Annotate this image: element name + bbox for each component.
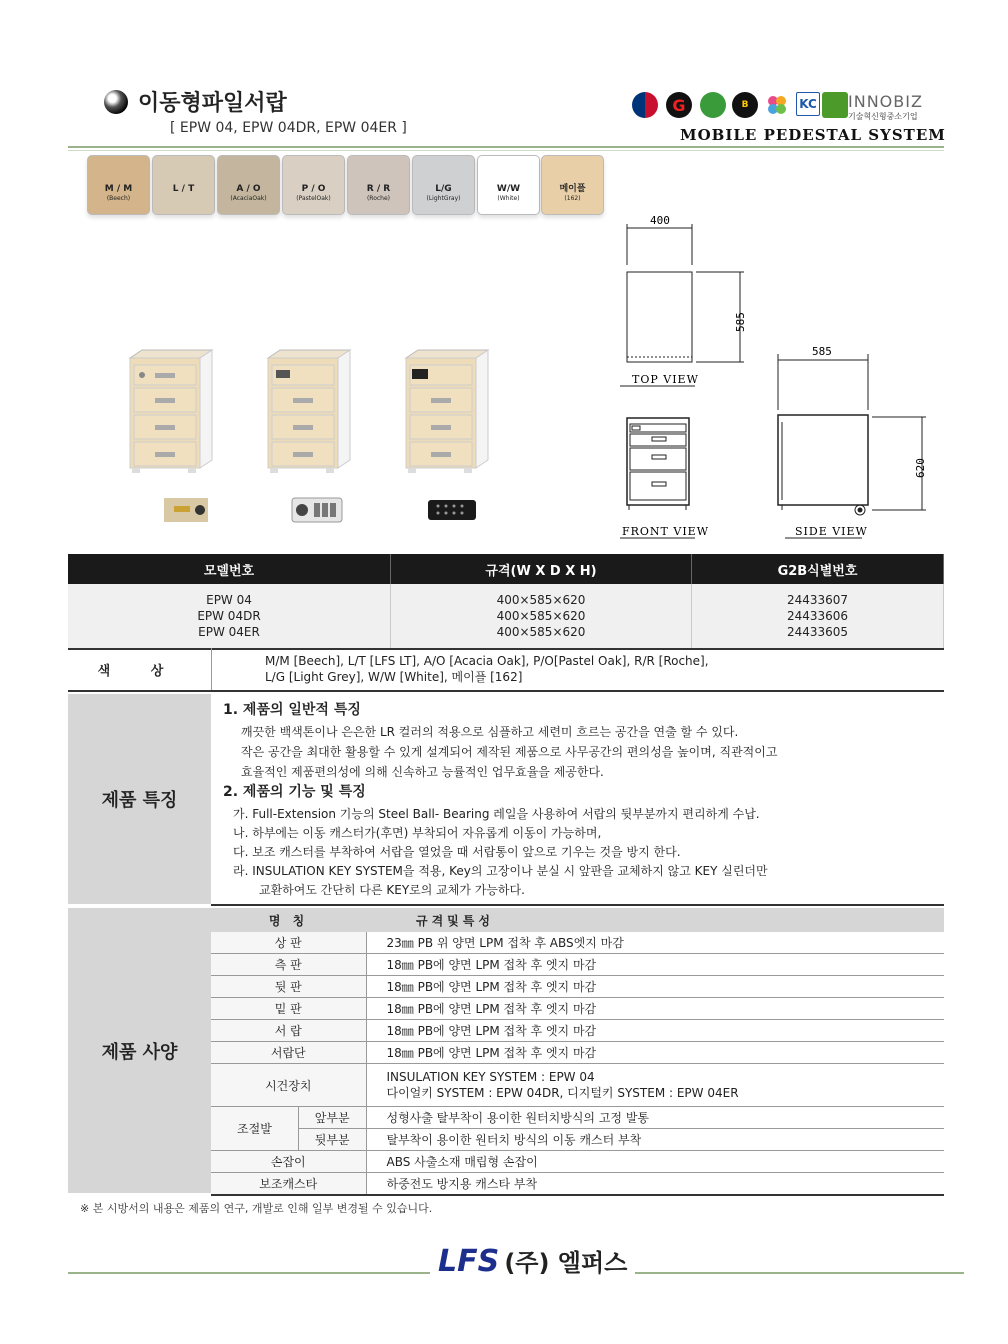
- spec-foot-name: 조절발: [211, 1107, 298, 1151]
- swatch-name: (Roche): [366, 194, 391, 202]
- spec-row-name: 밑 판: [211, 998, 366, 1020]
- lfs-logo-text: LFS: [438, 1244, 500, 1279]
- spec-aux-value: 하중전도 방지용 캐스타 부착: [366, 1173, 944, 1196]
- spec-aux-name: 보조캐스타: [211, 1173, 366, 1196]
- system-title: MOBILE PEDESTAL SYSTEM: [680, 126, 946, 144]
- dial-lock-icon: [292, 498, 342, 522]
- excellent-product-icon: [822, 92, 848, 118]
- swatch-code: A / O: [236, 184, 261, 194]
- spec-row-name: 측 판: [211, 954, 366, 976]
- swatch-name: (Beech): [106, 194, 131, 202]
- color-swatch: [477, 155, 540, 215]
- innobiz-subtitle: 기술혁신형중소기업: [848, 112, 918, 121]
- features-p2: 작은 공간을 최대한 활용할 수 있게 설계되어 제작된 제품으로 사무공간의 편의성을 높이며, 직관적이고: [241, 745, 778, 759]
- color-swatch: [87, 155, 150, 215]
- model-number-header: 모델번호: [68, 554, 391, 584]
- top-view-depth-label: 585: [734, 312, 747, 332]
- technical-drawings: [600, 210, 950, 540]
- pedestal-epw04er: [406, 350, 488, 473]
- g2b-header: G2B식별번호: [692, 554, 944, 584]
- spec-row-value: 18㎜ PB에 양면 LPM 접착 후 엣지 마감: [366, 976, 944, 998]
- model-list-subtitle: [ EPW 04, EPW 04DR, EPW 04ER ]: [170, 120, 407, 136]
- color-swatch: [347, 155, 410, 215]
- innobiz-logo: INNOBIZ: [848, 92, 923, 111]
- spec-name-header: 명 칭: [211, 908, 366, 932]
- side-view-depth-label: 585: [812, 345, 832, 358]
- features-item-da: 다. 보조 캐스터를 부착하여 서랍을 열었을 때 서랍통이 앞으로 기우는 것을 방지 한다.: [233, 845, 681, 859]
- spec-row-value: 23㎜ PB 위 양면 LPM 접착 후 ABS엣지 마감: [366, 932, 944, 954]
- swatch-name: (PastelOak): [296, 194, 331, 202]
- swatch-name: (AcaciaOak): [230, 194, 267, 202]
- title-bullet-icon: [104, 90, 128, 114]
- top-view-drawing: [627, 224, 744, 362]
- disabled-company-icon: [764, 92, 790, 118]
- side-view-height-label: 620: [914, 458, 927, 478]
- swatch-code: P / O: [301, 184, 326, 194]
- disclaimer-note: ※ 본 시방서의 내용은 제품의 연구, 개발로 인해 일부 변경될 수 있습니다.: [80, 1202, 433, 1215]
- side-view-drawing: [778, 354, 926, 515]
- swatch-name: (162): [564, 194, 581, 202]
- color-swatch: [152, 155, 215, 215]
- color-options-line2: L/G [Light Grey], W/W [White], 메이플 [162]: [265, 670, 523, 684]
- spec-row-name: 상 판: [211, 932, 366, 954]
- spec-lock-line2: 다이얼키 SYSTEM : EPW 04DR, 디지털키 SYSTEM : EPW 04ER: [386, 1086, 739, 1100]
- g2b-cell: 24433607 24433606 24433605: [692, 584, 944, 649]
- spec-foot-rear-name: 뒷부분: [298, 1129, 366, 1151]
- spec-row-name: 서랍단: [211, 1042, 366, 1064]
- color-options-text: [265, 653, 709, 685]
- page-title: 이동형파일서랍: [138, 91, 287, 116]
- spec-row-name: 서 랍: [211, 1020, 366, 1042]
- digital-lock-icon: [428, 500, 476, 520]
- header-divider-thin: [68, 150, 944, 151]
- features-section: [211, 694, 944, 906]
- swatch-code: R / R: [366, 184, 391, 194]
- color-label: 색 상: [68, 648, 212, 690]
- spec-row-value: 18㎜ PB에 양면 LPM 접착 후 엣지 마감: [366, 954, 944, 976]
- side-view-label: SIDE VIEW: [795, 525, 868, 538]
- korea-mark-icon: [632, 92, 658, 118]
- sizes-cell: 400×585×620 400×585×620 400×585×620: [391, 584, 692, 649]
- features-item-na: 나. 하부에는 이동 캐스터가(후면) 부착되어 자유롭게 이동이 가능하며,: [233, 826, 602, 840]
- color-swatch: [412, 155, 475, 215]
- color-swatch: [217, 155, 280, 215]
- header-divider: [68, 146, 944, 148]
- top-view-width-label: 400: [650, 214, 670, 227]
- spec-label: 제품 사양: [68, 908, 211, 1193]
- color-options-line1: M/M [Beech], L/T [LFS LT], A/O [Acacia Oak], P/O[Pastel Oak], R/R [Roche],: [265, 654, 709, 668]
- spec-row-value: 18㎜ PB에 양면 LPM 접착 후 엣지 마감: [366, 1042, 944, 1064]
- spec-lock-value: [366, 1064, 944, 1107]
- spec-foot-rear-value: 탈부착이 용이한 원터치 방식의 이동 캐스터 부착: [366, 1129, 944, 1151]
- features-heading-2: 2. 제품의 기능 및 특징: [223, 784, 366, 800]
- swatch-code: 메이플: [559, 184, 586, 194]
- model-table: [68, 554, 944, 650]
- swatch-code: M / M: [104, 184, 133, 194]
- model-numbers-cell: EPW 04 EPW 04DR EPW 04ER: [68, 584, 391, 649]
- spec-handle-name: 손잡이: [211, 1151, 366, 1173]
- eco-label-icon: [700, 92, 726, 118]
- spec-foot-front-name: 앞부분: [298, 1107, 366, 1129]
- features-label: 제품 특징: [68, 694, 211, 904]
- spec-lock-name: 시건장치: [211, 1064, 366, 1107]
- size-header: 규격(W X D X H): [391, 554, 692, 584]
- quality-mark-icon: B: [732, 92, 758, 118]
- spec-row-name: 뒷 판: [211, 976, 366, 998]
- company-name: (주) 엘퍼스: [504, 1249, 628, 1277]
- g-mark-icon: G: [666, 92, 692, 118]
- spec-lock-line1: INSULATION KEY SYSTEM : EPW 04: [386, 1070, 595, 1084]
- product-illustrations: [120, 340, 520, 530]
- front-view-label: FRONT VIEW: [622, 525, 710, 538]
- swatch-code: L / T: [172, 184, 195, 194]
- pedestal-epw04dr: [268, 350, 350, 473]
- company-logo: [430, 1243, 635, 1279]
- swatch-code: L/G: [435, 184, 452, 194]
- features-item-ra-cont: 교환하여도 간단히 다른 KEY로의 교체가 가능하다.: [259, 883, 525, 897]
- spec-table: [211, 908, 944, 1196]
- features-item-ga: 가. Full-Extension 기능의 Steel Ball- Bearing 레일을 사용하여 서랍의 뒷부분까지 편리하게 수납.: [233, 807, 760, 821]
- spec-row-value: 18㎜ PB에 양면 LPM 접착 후 엣지 마감: [366, 1020, 944, 1042]
- spec-row-value: 18㎜ PB에 양면 LPM 접착 후 엣지 마감: [366, 998, 944, 1020]
- features-heading-1: 1. 제품의 일반적 특징: [223, 702, 361, 718]
- top-view-label: TOP VIEW: [632, 373, 699, 386]
- front-view-drawing: [627, 418, 689, 510]
- color-swatch: [541, 155, 604, 215]
- spec-foot-front-value: 성형사출 탈부착이 용이한 원터치방식의 고정 발통: [366, 1107, 944, 1129]
- color-swatch: [282, 155, 345, 215]
- swatch-code: W/W: [496, 184, 521, 194]
- swatch-name: (LightGray): [426, 194, 461, 202]
- kc-mark-icon: KC: [796, 92, 820, 116]
- features-item-ra: 라. INSULATION KEY SYSTEM을 적용, Key의 고장이나 분실 시 앞판을 교체하지 않고 KEY 실린더만: [233, 864, 768, 878]
- key-lock-icon: [164, 498, 208, 522]
- features-p3: 효율적인 제품편의성에 의해 신속하고 능률적인 업무효율을 제공한다.: [241, 765, 604, 779]
- swatch-name: (White): [497, 194, 520, 202]
- pedestal-epw04: [130, 350, 212, 473]
- spec-value-header: 규격및특성: [366, 908, 944, 932]
- spec-handle-value: ABS 사출소재 매립형 손잡이: [366, 1151, 944, 1173]
- features-p1: 깨끗한 백색톤이나 은은한 LR 컬러의 적용으로 심플하고 세련미 흐르는 공간을 연출 할 수 있다.: [241, 725, 739, 739]
